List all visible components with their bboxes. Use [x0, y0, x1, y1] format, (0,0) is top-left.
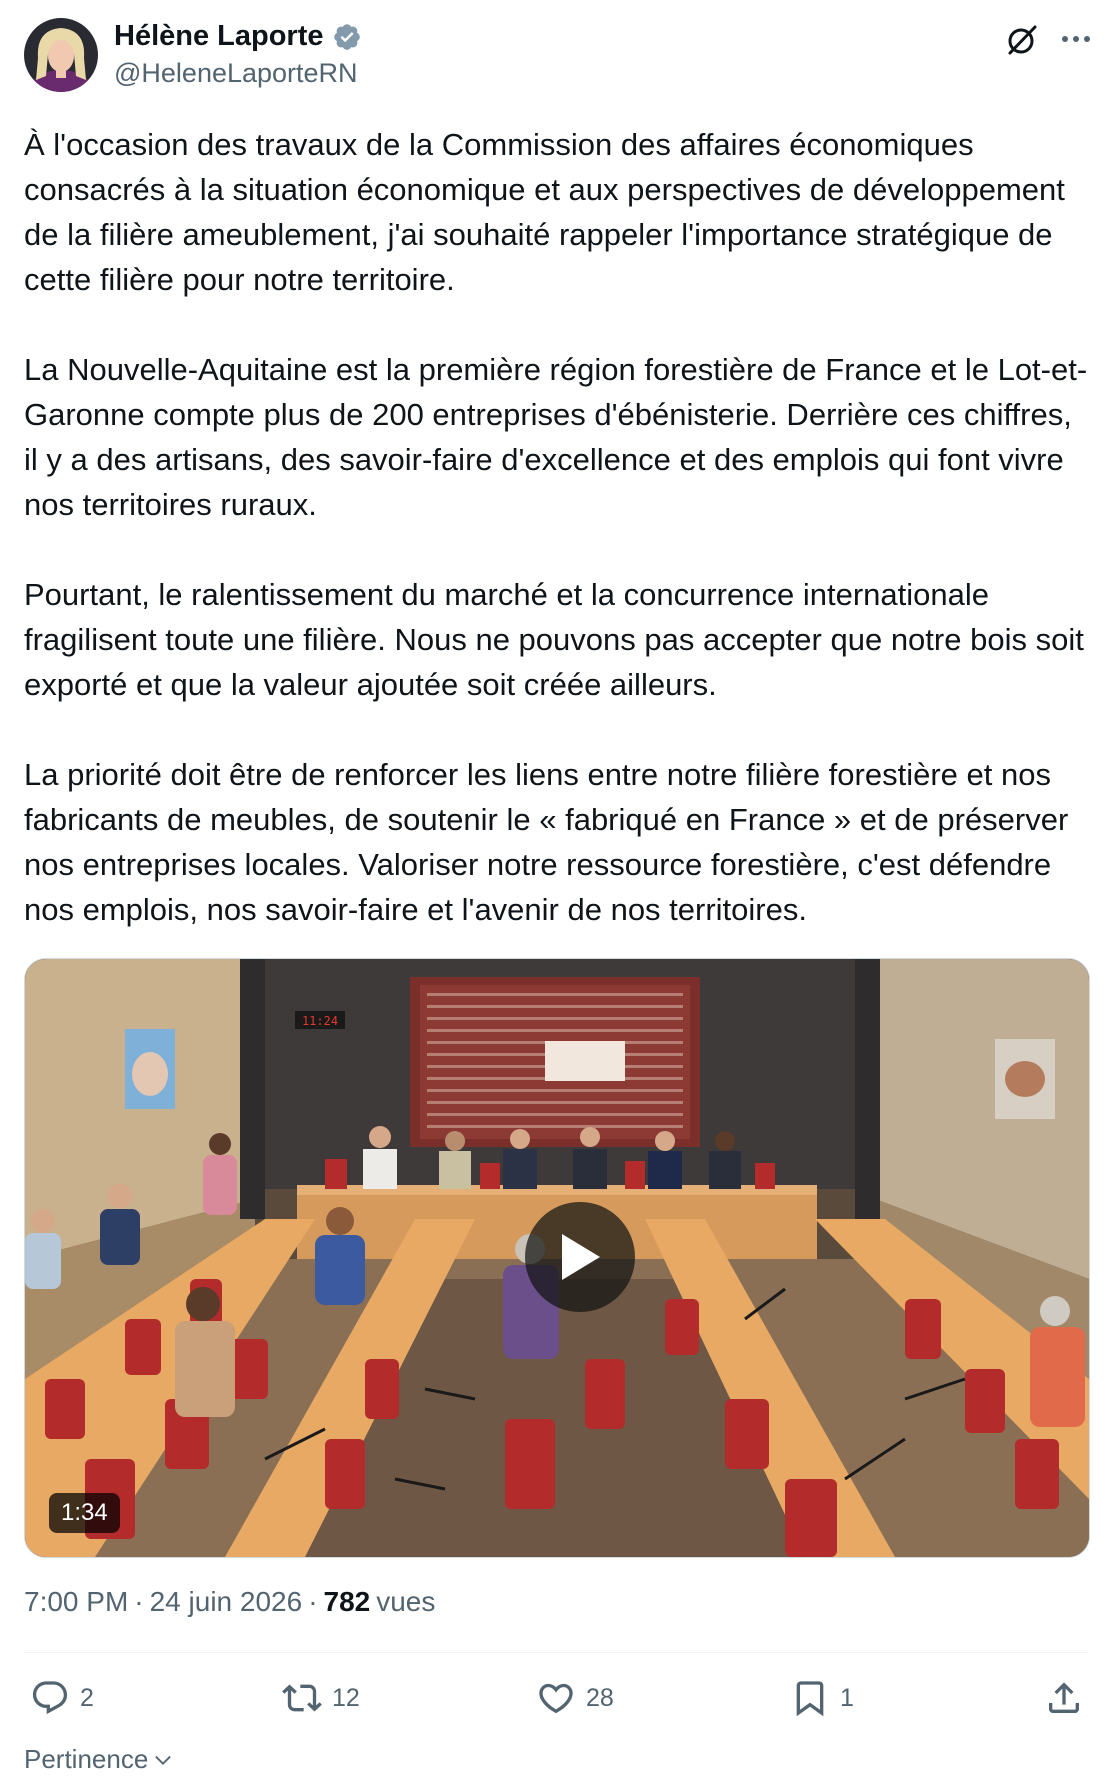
play-button[interactable]: [525, 1202, 635, 1312]
post-paragraph: La Nouvelle-Aquitaine est la première région forestière de France et le Lot-et-Garonne compte plus de 200 entreprises d'ébénisterie. Derrière ces chiffres, il y a des artisans, des savoir-faire d'excellence et des emplois qui font vivre nos territoires ruraux.: [24, 352, 1088, 522]
bookmark-count: 1: [840, 1683, 854, 1712]
grok-icon[interactable]: [1004, 22, 1040, 58]
sort-label: Pertinence: [24, 1744, 149, 1774]
like-button[interactable]: [536, 1678, 614, 1718]
verified-badge-icon: [332, 22, 362, 52]
repost-icon: [282, 1678, 322, 1718]
reply-button[interactable]: [30, 1678, 94, 1718]
avatar[interactable]: [24, 18, 98, 92]
like-count: 28: [586, 1683, 614, 1712]
repost-count: 12: [332, 1683, 360, 1712]
more-horizontal-icon[interactable]: [1058, 24, 1094, 54]
post-time[interactable]: 7:00 PM: [24, 1586, 129, 1617]
post-date[interactable]: 24 juin 2026: [149, 1586, 303, 1617]
bookmark-icon: [790, 1678, 830, 1718]
author-name[interactable]: Hélène Laporte: [114, 20, 324, 52]
post-meta: [24, 1586, 435, 1618]
author-handle[interactable]: @HeleneLaporteRN: [114, 58, 358, 88]
bookmark-button[interactable]: [790, 1678, 854, 1718]
post-paragraph: Pourtant, le ralentissement du marché et la concurrence internationale fragilisent toute une filière. Nous ne pouvons pas accepter que notre bois soit exporté et que la valeur ajoutée soit créée ailleurs.: [24, 577, 1084, 702]
meta-separator: ·: [134, 1586, 144, 1617]
divider: [24, 1652, 1088, 1653]
share-button[interactable]: [1044, 1678, 1084, 1718]
post-paragraph: La priorité doit être de renforcer les liens entre notre filière forestière et nos fabricants de meubles, de soutenir le « fabriqué en France » et de préserver nos entreprises locales. Valoriser notre ressource forestière, c'est défendre nos emplois, nos savoir-faire et l'avenir de nos territoires.: [24, 757, 1069, 927]
views-count: 782: [323, 1586, 371, 1617]
play-icon: [558, 1232, 602, 1282]
clock-display: 11:24: [301, 1014, 339, 1028]
author-name-row: [114, 20, 362, 53]
video-player[interactable]: [24, 958, 1090, 1558]
repost-button[interactable]: [282, 1678, 360, 1718]
post-paragraph: À l'occasion des travaux de la Commission des affaires économiques consacrés à la situation économique et aux perspectives de développement de la filière ameublement, j'ai souhaité rappeler l'importance stratégique de cette filière pour notre territoire.: [24, 127, 1065, 297]
meta-separator: ·: [308, 1586, 318, 1617]
share-icon: [1044, 1678, 1084, 1718]
video-duration: 1:34: [49, 1493, 120, 1533]
heart-icon: [536, 1678, 576, 1718]
chevron-down-icon: [152, 1749, 174, 1771]
post-text: [24, 122, 1090, 932]
views-label: vues: [376, 1586, 436, 1617]
reply-count: 2: [80, 1683, 94, 1712]
reply-icon: [30, 1678, 70, 1718]
sort-dropdown[interactable]: [24, 1744, 174, 1775]
